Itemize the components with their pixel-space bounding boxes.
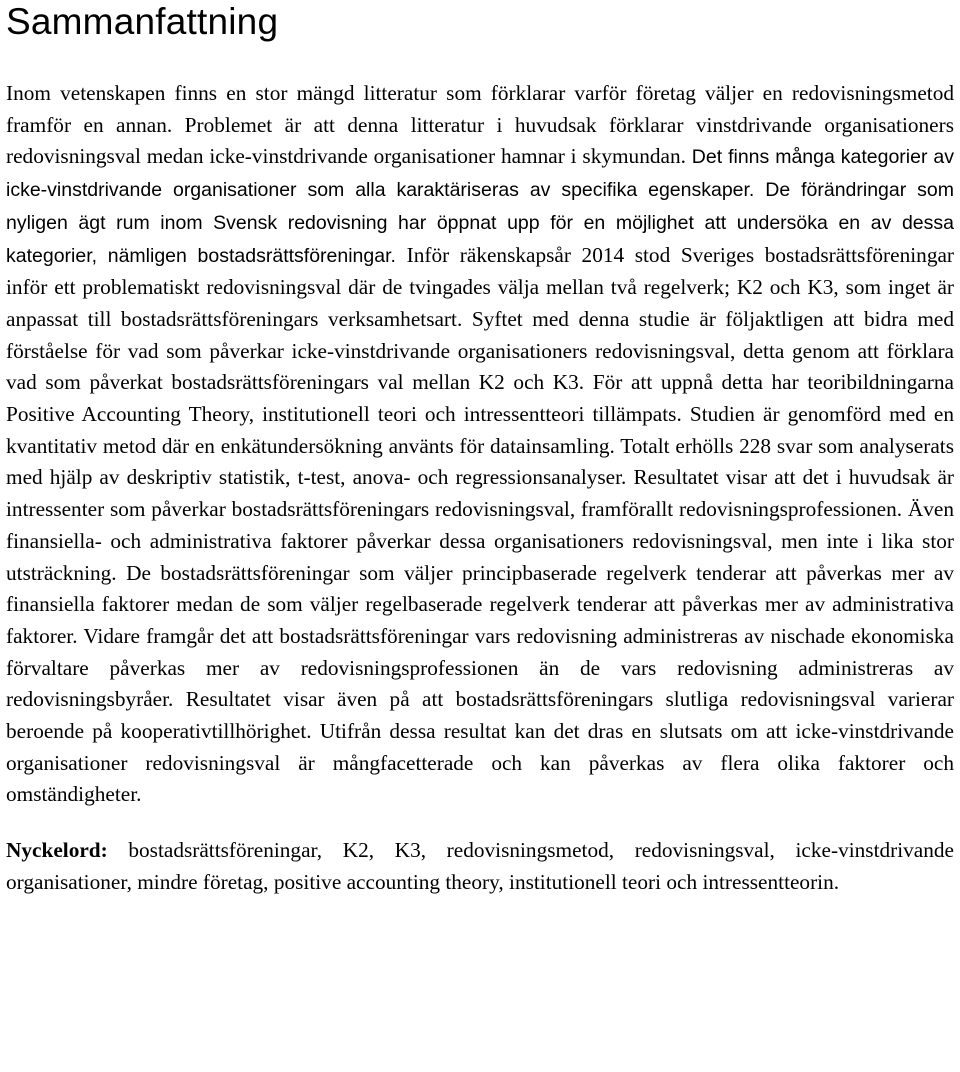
abstract-paragraph <box>6 78 954 811</box>
abstract-segment-1: Inom vetenskapen finns en stor mängd litteratur som förklarar varför företag väljer en redovisningsmetod framför en annan. Problemet är att denna litteratur i huvudsak förklarar vinstdrivande organisationers redovisningsval medan icke-vinstdrivande organisationer hamnar i skymundan. <box>6 81 954 169</box>
abstract-segment-2: Det finns många kategorier av icke-vinstdrivande organisationer som alla karaktäriseras av specifika egenskaper. De förändringar som nyligen ägt rum inom Svensk redovisning har öppnat upp för en möjlighet att undersöka en av dessa kategorier, nämligen bostadsrättsföreningar. <box>6 146 955 267</box>
keywords-label: Nyckelord: <box>6 838 108 863</box>
page-title: Sammanfattning <box>6 1 279 42</box>
abstract-segment-3: Inför räkenskapsår 2014 stod Sveriges bostadsrättsföreningar inför ett problematiskt redovisningsval där de tvingades välja mellan två regelverk; K2 och K3, som inget är anpassat till bostadsrättsföreningars verksamhetsart. Syftet med denna studie är följaktligen att bidra med förståelse för vad som påverkar icke-vinstdrivande organisationers redovisningsval, detta genom att förklara vad som påverkat bostadsrättsföreningars val mellan K2 och K3. För att uppnå detta har teoribildningarna Positive Accounting Theory, institutionell teori och intressentteori tillämpats. Studien är genomförd med en kvantitativ metod där en enkätundersökning använts för datainsamling. Totalt erhölls 228 svar som analyserats med hjälp av deskriptiv statistik, t-test, anova- och regressionsanalyser. Resultatet visar att det i huvudsak är intressenter som påverkar bostadsrättsföreningars redovisningsval, framförallt redovisningsprofessionen. Även finansiella- och administrativa faktorer påverkar dessa organisationers redovisningsval, men inte i lika stor utsträckning. De bostadsrättsföreningar som väljer principbaserade regelverk tenderar att påverkas mer av finansiella faktorer medan de som väljer regelbaserade regelverk tenderar att påverkas mer av administrativa faktorer. Vidare framgår det att bostadsrättsföreningar vars redovisning administreras av nischade ekonomiska förvaltare påverkas mer av redovisningsprofessionen än de vars redovisning administreras av redovisningsbyråer. Resultatet visar även på att bostadsrättsföreningars slutliga redovisningsval varierar beroende på kooperativtillhörighet. Utifrån dessa resultat kan det dras en slutsats om att icke-vinstdrivande organisationer redovisningsval är mångfacetterade och kan påverkas av flera olika faktorer och omständigheter. <box>6 242 955 807</box>
keywords-paragraph <box>6 835 954 898</box>
keywords-text: bostadsrättsföreningar, K2, K3, redovisningsmetod, redovisningsval, icke-vinstdrivande organisationer, mindre företag, positive accounting theory, institutionell teori och intressentteorin. <box>6 838 954 894</box>
